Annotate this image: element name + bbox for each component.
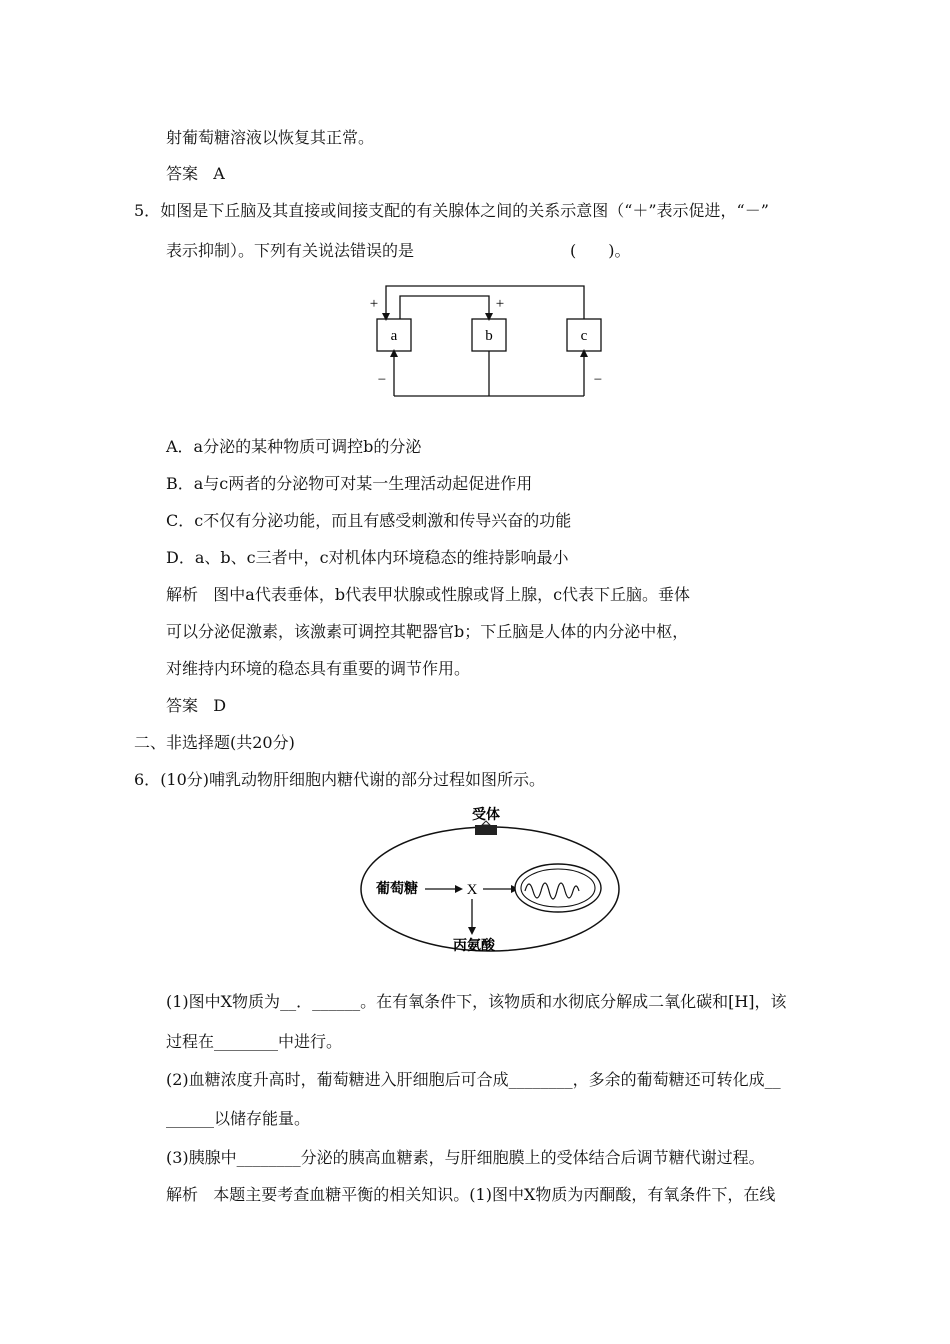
q5-option-d: D．a、b、c三者中，c对机体内环境稳态的维持影响最小	[166, 548, 569, 567]
minus-sign-right: −	[593, 372, 603, 388]
answer-blank: __．______	[280, 992, 361, 1011]
q5-analysis-line2: 可以分泌促激素，该激素可调控其靶器官b；下丘脑是人体的内分泌中枢，	[166, 622, 689, 641]
minus-sign-left: −	[377, 372, 387, 388]
q5-stem-line1	[134, 201, 769, 221]
q4-answer	[166, 164, 225, 184]
q5-stem-line2: 表示抑制）。下列有关说法错误的是	[166, 241, 415, 260]
q5-answer-bracket: ( )。	[570, 241, 631, 260]
receptor-label: 受体	[472, 807, 500, 823]
q5-analysis-line1	[166, 585, 690, 605]
receptor-shape	[475, 825, 497, 835]
q5-gland-relation-diagram	[360, 280, 620, 410]
box-b-label: b	[485, 328, 493, 344]
answer-value: A	[213, 164, 225, 183]
analysis-label: 解析	[166, 1185, 199, 1204]
arrow-a-to-b	[400, 296, 489, 319]
q4-tail-text: 射葡萄糖溶液以恢复其正常。	[166, 128, 375, 147]
q5-option-c: C．c不仅有分泌功能，而且有感受刺激和传导兴奋的功能	[166, 511, 572, 530]
plus-sign-right: +	[495, 296, 505, 312]
x-label: X	[466, 882, 478, 898]
glucose-label: 葡萄糖	[376, 881, 418, 897]
q5-option-a: A．a分泌的某种物质可调控b的分泌	[166, 437, 422, 456]
section-title: 二、非选择题(共20分)	[134, 733, 295, 752]
analysis-label: 解析	[166, 585, 199, 604]
question-stem: (10分)哺乳动物肝细胞内糖代谢的部分过程如图所示。	[160, 770, 546, 789]
arrow-c-to-a	[386, 286, 584, 319]
box-a-label: a	[390, 328, 398, 344]
q5-analysis-line3: 对维持内环境的稳态具有重要的调节作用。	[166, 659, 471, 678]
q6-sub2-line2: ______以储存能量。	[166, 1109, 311, 1128]
q6-analysis-line1	[166, 1185, 775, 1205]
question-number: 5．	[134, 201, 161, 220]
q6-sub1-line2: 过程在________中进行。	[166, 1032, 343, 1051]
analysis-text: 本题主要考查血糖平衡的相关知识。(1)图中X物质为丙酮酸，有氧条件下，在线	[213, 1185, 776, 1204]
q6-liver-cell-diagram	[355, 805, 625, 965]
box-c-label: c	[580, 328, 588, 344]
q5-option-b: B．a与c两者的分泌物可对某一生理活动起促进作用	[166, 474, 533, 493]
question-stem: 如图是下丘脑及其直接或间接支配的有关腺体之间的关系示意图（“＋”表示促进，“－”	[160, 201, 769, 220]
answer-label: 答案	[166, 164, 199, 183]
sub1-text-a: (1)图中X物质为	[166, 992, 281, 1011]
answer-label: 答案	[166, 696, 199, 715]
answer-value: D	[213, 696, 227, 715]
question-number: 6．	[134, 770, 161, 789]
analysis-text: 图中a代表垂体，b代表甲状腺或性腺或肾上腺，c代表下丘脑。垂体	[213, 585, 691, 604]
alanine-label: 丙氨酸	[453, 938, 495, 954]
q6-sub3: (3)胰腺中________分泌的胰高血糖素，与肝细胞膜上的受体结合后调节糖代谢过程。	[166, 1148, 765, 1167]
q6-sub1-line1	[166, 992, 787, 1012]
q6-stem	[134, 770, 545, 790]
q6-sub2-line1: (2)血糖浓度升高时，葡萄糖进入肝细胞后可合成________，多余的葡萄糖还可转化成__	[166, 1070, 781, 1089]
plus-sign-left: +	[369, 296, 379, 312]
sub1-text-b: 。在有氧条件下，该物质和水彻底分解成二氧化碳和[H]，该	[360, 992, 787, 1011]
q5-answer	[166, 696, 226, 716]
